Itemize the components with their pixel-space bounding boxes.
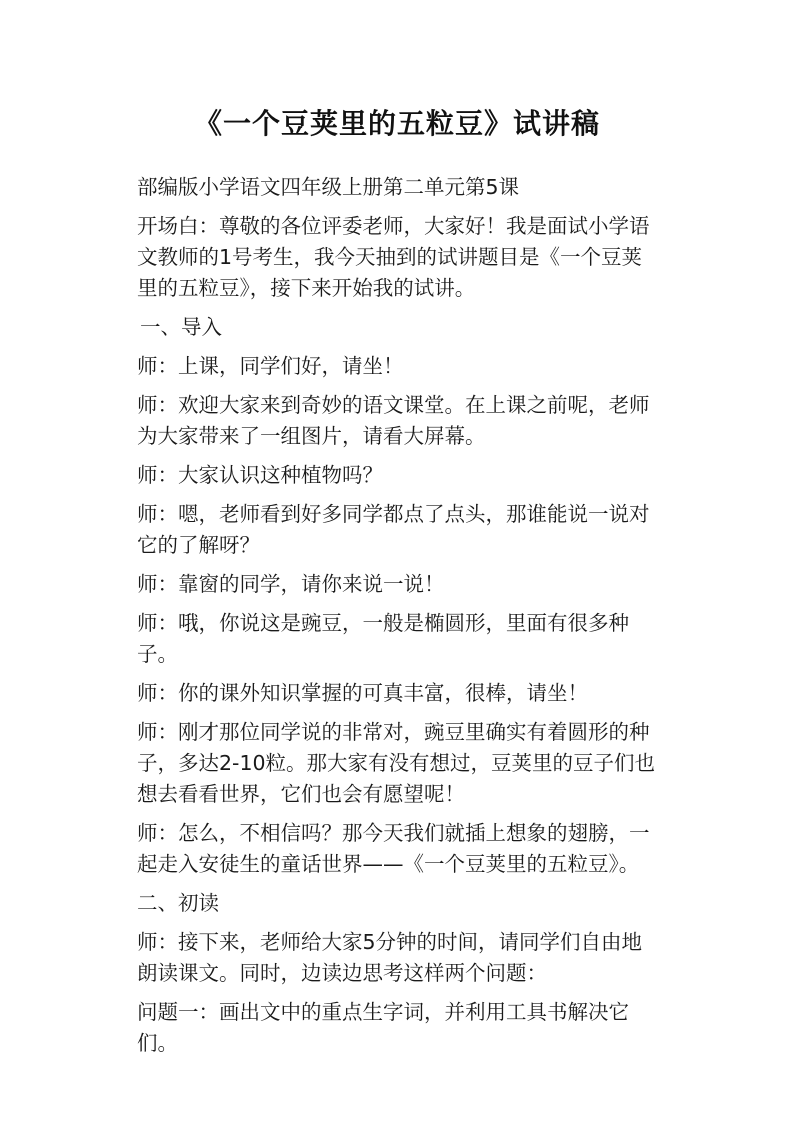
dialogue-paragraph: [137, 717, 717, 810]
text-line: 里的五粒豆》，接下来开始我的试讲。: [137, 276, 476, 300]
text-line: 子，多达2-10粒。那大家有没有想过，豆荚里的豆子们也: [137, 751, 656, 775]
text-line: 想去看看世界，它们也会有愿望呢！: [137, 782, 465, 806]
dialogue-paragraph: [137, 678, 717, 709]
section-heading-reading: [137, 888, 717, 919]
text-line: 部编版小学语文四年级上册第二单元第5课: [137, 175, 520, 199]
section-heading: 二、初读: [137, 891, 219, 915]
text-line: 师：嗯，老师看到好多同学都点了点头，那谁能说一说对: [137, 502, 650, 526]
text-line: 师：上课，同学们好，请坐！: [137, 354, 404, 378]
document-title: 《一个豆荚里的五粒豆》试讲稿: [193, 107, 600, 140]
dialogue-paragraph: [137, 351, 717, 382]
text-line: 师：靠窗的同学，请你来说一说！: [137, 572, 445, 596]
text-line: 师：大家认识这种植物吗？: [137, 463, 383, 487]
text-line: 朗读课文。同时，边读边思考这样两个问题：: [137, 961, 547, 985]
subtitle-line: [137, 172, 717, 203]
text-line: 它的了解呀？: [137, 533, 260, 557]
text-line: 们。: [137, 1031, 178, 1055]
text-line: 师：怎么，不相信吗？那今天我们就插上想象的翅膀，一: [137, 821, 650, 845]
text-line: 师：接下来，老师给大家5分钟的时间，请同学们自由地: [137, 930, 643, 954]
text-line: 问题一：画出文中的重点生字词，并利用工具书解决它: [137, 1000, 629, 1024]
text-line: 师：哦，你说这是豌豆，一般是椭圆形，里面有很多种: [137, 611, 629, 635]
dialogue-paragraph: [137, 390, 717, 452]
dialogue-paragraph: [137, 499, 717, 561]
text-line: 师：刚才那位同学说的非常对，豌豆里确实有着圆形的种: [137, 720, 650, 744]
text-line: 子。: [137, 642, 178, 666]
text-line: 起走入安徒生的童话世界——《一个豆荚里的五粒豆》。: [137, 852, 640, 876]
question-paragraph: [137, 997, 717, 1059]
text-line: 开场白：尊敬的各位评委老师，大家好！我是面试小学语: [137, 214, 650, 238]
dialogue-paragraph: [137, 608, 717, 670]
text-line: 师：你的课外知识掌握的可真丰富，很棒，请坐！: [137, 681, 588, 705]
text-line: 为大家带来了一组图片，请看大屏幕。: [137, 424, 486, 448]
section-heading-intro: [137, 312, 717, 343]
text-line: 文教师的1号考生，我今天抽到的试讲题目是《一个豆荚: [137, 245, 643, 269]
dialogue-paragraph: [137, 569, 717, 600]
dialogue-paragraph: [137, 460, 717, 491]
opening-paragraph: [137, 211, 717, 304]
section-heading: 一、导入: [140, 315, 222, 339]
text-line: 师：欢迎大家来到奇妙的语文课堂。在上课之前呢，老师: [137, 393, 650, 417]
dialogue-paragraph: [137, 927, 717, 989]
dialogue-paragraph: [137, 818, 717, 880]
document-body: [137, 172, 717, 1067]
